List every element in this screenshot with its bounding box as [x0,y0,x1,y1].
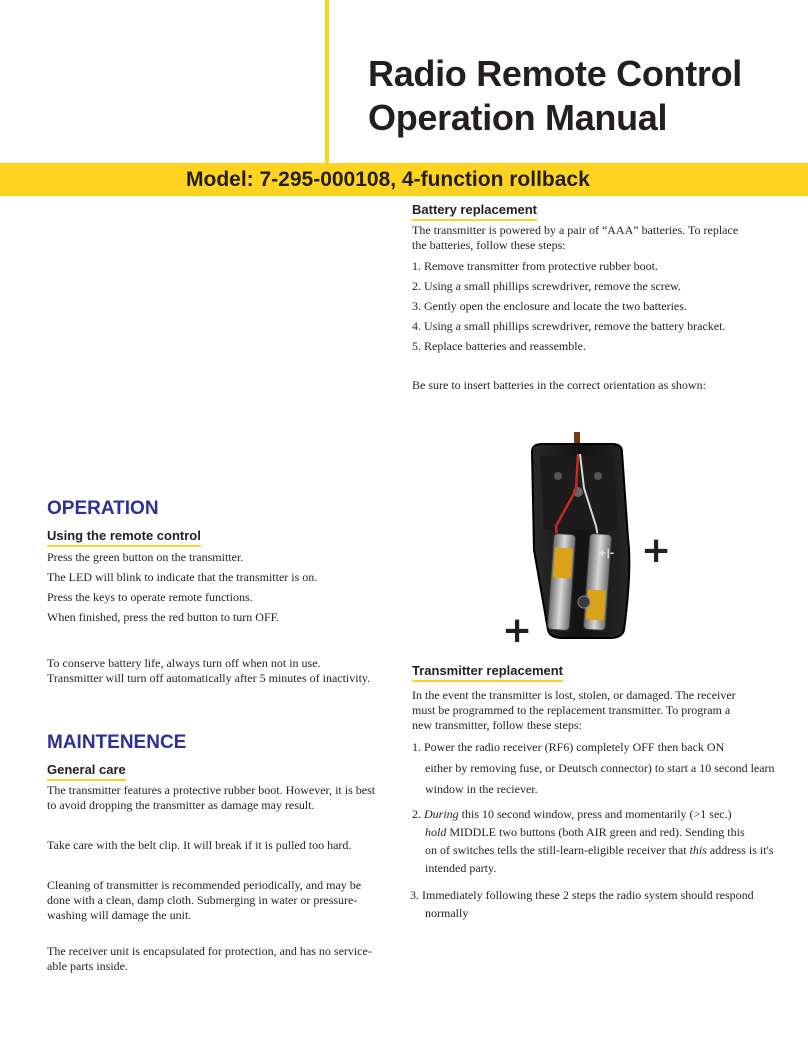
battery-polarity-label: +|- [598,548,615,559]
screw-icon [594,472,602,480]
operation-heading: OPERATION [47,498,159,519]
screw-icon [554,472,562,480]
transmitter-heading: Transmitter replacement [412,663,563,682]
model-title: Model: 7-295-000108, 4-function rollback [186,168,590,191]
step-2-line-2-text: MIDDLE two buttons (both AIR green and red). Sending this [446,825,745,839]
transmitter-battery-photo [500,430,675,645]
transmitter-intro-line-2: must be programmed to the replacement transmitter. To program a [412,703,731,717]
operation-subheading: Using the remote control [47,528,201,547]
plus-icon: + [502,610,533,645]
transmitter-step-3-line-2: normally [425,906,469,920]
step-2-number: 2. [412,807,424,821]
operation-line: Press the green button on the transmitter. [47,550,244,564]
transmitter-step-1-line-3: window in the reciever. [425,782,538,796]
transmitter-step-1-line-2: either by removing fuse, or Deutsch connector) to start a 10 second learn [425,761,775,775]
page-title [368,52,742,140]
operation-line: Press the keys to operate remote functions. [47,590,253,604]
step-2-line-3-pre: on of switches tells the still-learn-eligible receiver that [425,843,690,857]
contact-icon [578,596,590,608]
transmitter-step-3-line-1: 3. Immediately following these 2 steps the radio system should respond [410,888,754,902]
transmitter-step-2-line-4: intended party. [425,861,497,875]
care-paragraph-3-line-1: Cleaning of transmitter is recommended periodically, and may be [47,878,362,892]
care-paragraph-2: Take care with the belt clip. It will break if it is pulled too hard. [47,838,352,852]
transmitter-intro-line-1: In the event the transmitter is lost, stolen, or damaged. The receiver [412,688,736,702]
maintenance-heading: MAINTENENCE [47,732,187,753]
transmitter-step-2-line-3 [425,843,773,858]
battery-heading: Battery replacement [412,202,537,221]
transmitter-step-2-line-2 [425,825,745,840]
operation-line: The LED will blink to indicate that the transmitter is on. [47,570,318,584]
header-accent-line [325,0,329,163]
transmitter-step-2-line-1 [412,807,732,822]
battery-orientation-note: Be sure to insert batteries in the correct orientation as shown: [412,378,706,392]
battery-step: 3. Gently open the enclosure and locate the two batteries. [412,299,687,313]
care-paragraph-3-line-3: washing will damage the unit. [47,908,192,922]
step-2-during: During [424,807,459,821]
conserve-line-2: Transmitter will turn off automatically after 5 minutes of inactivity. [47,671,371,685]
plus-icon: + [641,530,672,571]
care-paragraph-4-line-1: The receiver unit is encapsulated for protection, and has no service- [47,944,372,958]
operation-line: When finished, press the red button to turn OFF. [47,610,280,624]
battery-step: 4. Using a small phillips screwdriver, remove the battery bracket. [412,319,726,333]
conserve-line-1: To conserve battery life, always turn off when not in use. [47,656,321,670]
maintenance-subheading: General care [47,762,126,781]
step-2-this: this [689,843,707,857]
care-paragraph-1-line-1: The transmitter features a protective rubber boot. However, it is best [47,783,376,797]
transmitter-intro-line-3: new transmitter, follow these steps: [412,718,582,732]
step-2-hold: hold [425,825,447,839]
care-paragraph-4-line-2: able parts inside. [47,959,128,973]
transmitter-step-1-line-1: 1. Power the radio receiver (RF6) completely OFF then back ON [412,740,725,754]
care-paragraph-1-line-2: to avoid dropping the transmitter as damage may result. [47,798,315,812]
care-paragraph-3-line-2: done with a clean, damp cloth. Submerging in water or pressure- [47,893,358,907]
battery-step: 2. Using a small phillips screwdriver, remove the screw. [412,279,682,293]
step-2-line-1-text: this 10 second window, press and momentarily (>1 sec.) [458,807,732,821]
step-2-line-3-post: address is it's [706,843,774,857]
title-line-2: Operation Manual [368,97,668,138]
title-line-1: Radio Remote Control [368,53,743,94]
battery-intro-line-2: the batteries, follow these steps: [412,238,566,252]
battery-step: 1. Remove transmitter from protective rubber boot. [412,259,658,273]
battery-step: 5. Replace batteries and reassemble. [412,339,586,353]
battery-intro-line-1: The transmitter is powered by a pair of “AAA” batteries. To replace [412,223,739,237]
